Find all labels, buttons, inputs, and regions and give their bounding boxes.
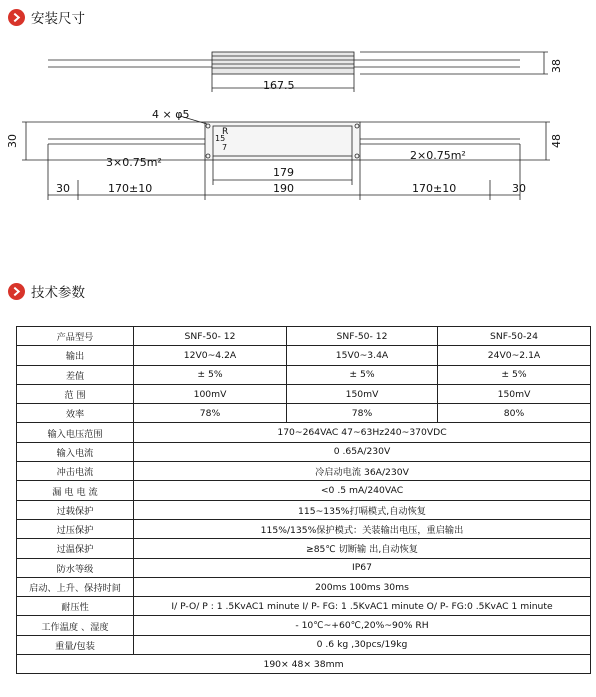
chevron-right-icon [8, 9, 25, 26]
table-footer-row [17, 655, 591, 674]
table-row [17, 635, 591, 654]
chevron-right-icon [8, 283, 25, 300]
radius-label: R [222, 127, 229, 137]
mount-hole-label: 4 × φ5 [152, 108, 190, 121]
row-label: 漏 电 电 流 [17, 481, 134, 500]
row-label: 耐压性 [17, 597, 134, 616]
table-row [17, 539, 591, 558]
table-row [17, 442, 591, 461]
table-row [17, 327, 591, 346]
table-row [17, 481, 591, 500]
row-label: 过压保护 [17, 519, 134, 538]
table-cell: 冷启动电流 36A/230V [134, 462, 591, 481]
end-right-label: 30 [512, 182, 526, 195]
table-cell: - 10℃~+60℃,20%~90% RH [134, 616, 591, 635]
table-cell: ± 5% [134, 365, 287, 384]
table-cell: ± 5% [287, 365, 438, 384]
row-label: 输出 [17, 346, 134, 365]
table-row [17, 577, 591, 596]
row-label: 输入电流 [17, 442, 134, 461]
row-label: 防水等级 [17, 558, 134, 577]
left-wire-label: 3×0.75m² [106, 156, 162, 169]
table-cell: 0 .65A/230V [134, 442, 591, 461]
wire-right-length-label: 170±10 [412, 182, 457, 195]
row-label: 工作温度 、湿度 [17, 616, 134, 635]
wire-left-length-label: 170±10 [108, 182, 153, 195]
table-cell: 170~264VAC 47~63Hz240~370VDC [134, 423, 591, 442]
table-cell: 80% [438, 404, 591, 423]
row-label: 效率 [17, 404, 134, 423]
table-cell: 78% [287, 404, 438, 423]
table-cell: IP67 [134, 558, 591, 577]
row-label: 启动、上升、保持时间 [17, 577, 134, 596]
table-row [17, 365, 591, 384]
install-section-title: 安装尺寸 [31, 11, 85, 27]
offset-15-label: 15 [215, 134, 226, 143]
table-row [17, 597, 591, 616]
table-row [17, 384, 591, 403]
table-cell: I/ P-O/ P : 1 .5KvAC1 minute I/ P- FG: 1 .5KvAC1 minute O/ P- FG:0 .5KvAC 1 minute [134, 597, 591, 616]
table-row [17, 616, 591, 635]
table-cell: ± 5% [438, 365, 591, 384]
row-label: 过载保护 [17, 500, 134, 519]
row-label: 差值 [17, 365, 134, 384]
table-row [17, 404, 591, 423]
table-row [17, 558, 591, 577]
table-cell: 24V0~2.1A [438, 346, 591, 365]
end-left-label: 30 [56, 182, 70, 195]
table-row [17, 423, 591, 442]
table-cell: <0 .5 mA/240VAC [134, 481, 591, 500]
top-height-label: 38 [550, 59, 563, 73]
right-height-label: 48 [550, 134, 563, 148]
offset-7-label: 7 [222, 143, 228, 152]
table-row [17, 500, 591, 519]
table-row [17, 519, 591, 538]
row-label: 过温保护 [17, 539, 134, 558]
table-cell: 200ms 100ms 30ms [134, 577, 591, 596]
top-length-label: 167.5 [263, 79, 295, 92]
top-housing [212, 52, 354, 74]
specs-section-title: 技术参数 [31, 285, 85, 301]
table-cell: 78% [134, 404, 287, 423]
table-cell: 15V0~3.4A [287, 346, 438, 365]
table-cell: 150mV [438, 384, 591, 403]
row-label: 范 围 [17, 384, 134, 403]
body-length-label: 190 [273, 182, 294, 195]
dimensions-footer: 190× 48× 38mm [17, 655, 591, 674]
table-cell: SNF-50- 12 [287, 327, 438, 346]
table-row [17, 462, 591, 481]
table-cell: SNF-50-24 [438, 327, 591, 346]
table-cell: 150mV [287, 384, 438, 403]
table-row [17, 346, 591, 365]
install-section-header [8, 7, 85, 27]
specs-section-header [8, 281, 85, 301]
left-gap-label: 30 [6, 134, 19, 148]
row-label: 重量/包装 [17, 635, 134, 654]
right-wire-label: 2×0.75m² [410, 149, 466, 162]
row-label: 冲击电流 [17, 462, 134, 481]
table-cell: 12V0~4.2A [134, 346, 287, 365]
row-label: 输入电压范围 [17, 423, 134, 442]
spec-table [16, 326, 591, 674]
table-cell: 115%/135%保护模式：关装输出电压，重启输出 [134, 519, 591, 538]
installation-drawing [0, 32, 596, 202]
table-cell: 100mV [134, 384, 287, 403]
table-cell: SNF-50- 12 [134, 327, 287, 346]
table-cell: ≥85℃ 切断输 出,自动恢复 [134, 539, 591, 558]
row-label: 产品型号 [17, 327, 134, 346]
inner-length-label: 179 [273, 166, 294, 179]
table-cell: 115~135%打嗝模式,自动恢复 [134, 500, 591, 519]
table-cell: 0 .6 kg ,30pcs/19kg [134, 635, 591, 654]
